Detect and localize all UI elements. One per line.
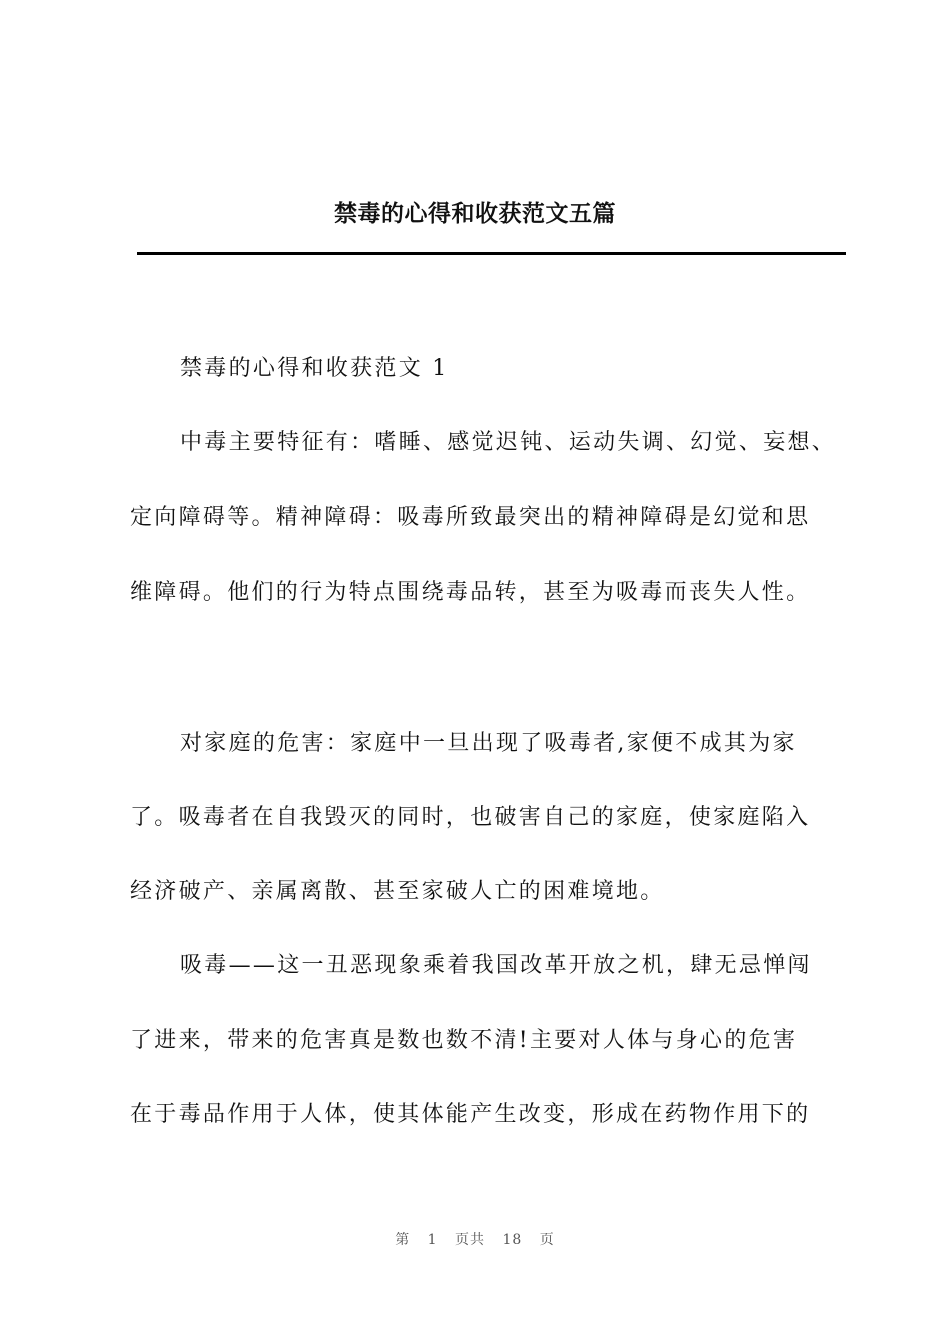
footer-ye: 页 bbox=[539, 1232, 555, 1248]
paragraph-line: 了进来，带来的危害真是数也数不清!主要对人体与身心的危害 bbox=[130, 1028, 798, 1053]
paragraph-line: 了。吸毒者在自我毁灭的同时，也破害自己的家庭，使家庭陷入 bbox=[130, 805, 811, 830]
page-footer bbox=[0, 1229, 950, 1249]
paragraph-line: 中毒主要特征有：嗜睡、感觉迟钝、运动失调、幻觉、妄想、 bbox=[180, 430, 837, 455]
footer-page-number: 1 bbox=[427, 1232, 438, 1248]
footer-di: 第 bbox=[395, 1232, 411, 1248]
footer-ye-gong: 页共 bbox=[455, 1232, 486, 1248]
footer-total-pages: 18 bbox=[502, 1232, 523, 1248]
document-title: 禁毒的心得和收获范文五篇 bbox=[334, 200, 616, 227]
section-heading: 禁毒的心得和收获范文 1 bbox=[180, 356, 449, 381]
paragraph-line: 维障碍。他们的行为特点围绕毒品转，甚至为吸毒而丧失人性。 bbox=[130, 580, 811, 605]
title-underline bbox=[137, 252, 846, 255]
paragraph-line: 吸毒——这一丑恶现象乘着我国改革开放之机，肆无忌惮闯 bbox=[180, 953, 812, 978]
paragraph-line: 对家庭的危害：家庭中一旦出现了吸毒者,家便不成其为家 bbox=[180, 731, 797, 756]
paragraph-line: 在于毒品作用于人体，使其体能产生改变，形成在药物作用下的 bbox=[130, 1102, 811, 1127]
paragraph-line: 经济破产、亲属离散、甚至家破人亡的困难境地。 bbox=[130, 879, 665, 904]
paragraph-line: 定向障碍等。精神障碍：吸毒所致最突出的精神障碍是幻觉和思 bbox=[130, 505, 811, 530]
